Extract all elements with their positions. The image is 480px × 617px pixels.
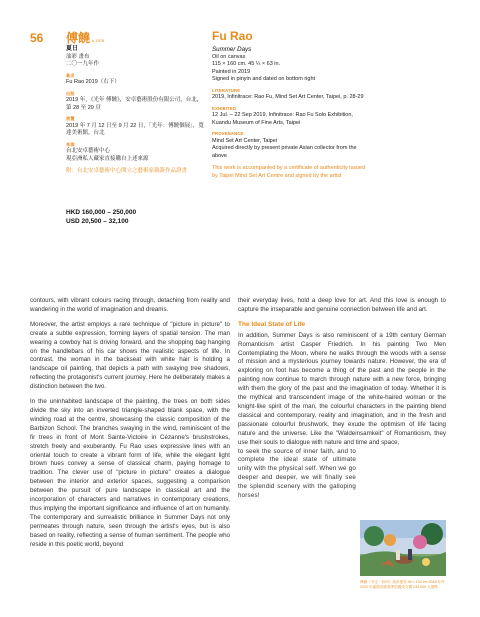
certificate-note-zh: 附：台北安卓藝術中心開立之藝術家親簽作品證書 <box>66 168 188 174</box>
essay-paragraph: their everyday lives, hold a deep love for art. And this love is enough to capture the inseparable and genuine connection between life and art. <box>238 297 446 313</box>
literature-label-en: LITERATURE <box>212 87 241 93</box>
essay-paragraph: contours, with vibrant colours racing through, detaching from reality and wandering in the world of imagination and dreams. <box>30 297 230 313</box>
exhibited-label-zh: 展覽 <box>66 116 75 121</box>
essay-paragraph: In the uninhabited landscape of the painting, the trees on both sides divide the sky into an inverted triangle-shaped blank space, with the winding road at the centre, showcasing the classic composition of the Barbizon School. The branches swaying in the wind, reminiscent of the fir trees in front of Mont Sainte-Victoire in Cézanne's brushstrokes, stretch freely and exuberantly. Fu Rao uses expressive lines with an oriental touch to create a vibrant form of life, while the elegant light brown hues convey a sense of classical charm, paying homage to tradition. The clever use of "picture in picture" creates a dialogue between the interior and exterior spaces, suggesting a comparison between the pursuit of pure landscape in classical art and the incorporation of characters and narratives in contemporary creations, thus implying the important significance and influence of art on humanity. The contemporary and surrealistic brilliance in Summer Days not only permeates through nature, seen through the artist's eyes, but is also based on reality, reflecting a sense of human sentiment. The people who reside in this poetic world, beyond <box>30 398 230 548</box>
title-zh: 夏日 <box>66 46 79 52</box>
essay-subheading: The Ideal State of Life <box>238 320 306 328</box>
painted-en: Painted in 2019 <box>212 68 251 75</box>
provenance-zh-1: 台北安卓藝術中心 <box>66 148 111 154</box>
literature-zh: 2019 年，《光年 傅饒》，安卓藝術股份有限公司，台北，第 28 至 29 頁 <box>66 97 203 111</box>
provenance-label-zh: 來源 <box>66 141 75 147</box>
exhibited-en: 12 Jul. – 22 Sep 2019, Infinitrace: Rao Fu Solo Exhibition, Kuandu Museum of Fine Arts, Taipei <box>212 112 353 126</box>
provenance-en-2: Acquired directly by present private Asian collector from the above <box>212 145 357 159</box>
lot-number: 56 <box>30 31 44 45</box>
dimensions-en: 115 × 160 cm. 45 ¼ × 63 in. <box>212 61 281 67</box>
signed-en: Signed in pinyin and dated on bottom right <box>212 76 316 82</box>
certificate-note-en: This work is accompanied by a certificate of authenticity issued by Taipei Mind Set Art Centre and signed by the artist <box>212 165 366 179</box>
essay-left-column <box>30 297 230 555</box>
essay-paragraph-narrow: to seek the source of inner faith, and to complete the ideal state of ultimate unity with the physical self. When we go deeper and deeper, we will finally see the splendid scenery with the galloping horses! <box>238 447 356 500</box>
provenance-label-en: PROVENANCE <box>212 131 244 136</box>
exhibited-zh: 2019 年 7 月 12 日至 9 月 22 日，「光年：傅饒個展」，寬達美術館，台北 <box>66 122 204 136</box>
estimate-hkd: HKD 160,000 – 250,000 <box>66 209 137 216</box>
literature-en: 2019, Infinitrace: Rao Fu, Mind Set Art Center, Taipei, p. 28-29 <box>212 94 364 100</box>
signature-zh: Fu Rao 2019（右下） <box>66 79 120 85</box>
literature-label-zh: 出版 <box>66 90 75 96</box>
essay-paragraph: In addition, Summer Days is also reminiscent of a 19th century German Romanticism artist Casper Friedrich. In his painting Two Men Contemplating the Moon, where he walks through the woods with a sense of mission and a mysterious journey towards nature. However, the era of exploring on foot has become a thing of the past and the people in the painting now continue to march through nature with a new force, bringing with them the glory of the past and the imagination of today. Whether it is the mythical and transcendent image of the white-haired woman or the knight-like spirit of the man, the colourful characters in the painting blend classical and contemporary, reality and imagination, and in the fresh and passionate colourful brushwork, they exude the optimism of life facing nature and the universe. Like the "Waldeinsamkeit" of Romanticism, they use their souls to dialogue with nature and time and space, <box>238 331 446 446</box>
medium-en: Oil on canvas <box>212 53 246 60</box>
essay-paragraph: Moreover, the artist employs a rare technique of "picture in picture" to create a subtle expression, forming layers of spatial tension. The man wearing a cowboy hat is driving forward, and the shopping bag hanging on the handlebars of his car shows the realistic aspects of life. In contrast, the woman in the backseat with white hair is holding a landscape oil painting, that depicts a path with swaying tree shadows, reflecting the protagonist's current journey. Here he deliberately makes a distinction between the two. <box>30 320 230 391</box>
title-en: Summer Days <box>212 46 252 53</box>
exhibited-label-en: EXHIBITED <box>212 105 237 111</box>
catalog-en <box>212 46 372 180</box>
artist-name-en: Fu Rao <box>212 29 253 43</box>
comparative-painting-image <box>360 520 446 576</box>
provenance-zh-2: 現亞洲私人藏家直接購自上述來源 <box>66 155 149 162</box>
painting-caption: 傅饒《今生・如何》油彩畫布 90 × 130 cm 2018 年作 2022 年嘉德香港春季拍賣成交價 234,000 元港幣 <box>360 580 445 589</box>
essay-right-column <box>238 297 446 507</box>
estimate <box>66 208 136 226</box>
artist-years: b.1978 <box>92 38 105 43</box>
date-zh: 二〇一九年作 <box>66 61 100 67</box>
artist-name-zh <box>66 29 104 46</box>
artist-name-zh-text: 傅饒 <box>66 31 91 45</box>
provenance-en-1: Mind Set Art Center, Taipei <box>212 137 278 144</box>
catalog-zh <box>66 46 206 176</box>
estimate-usd: USD 20,500 – 32,100 <box>66 218 129 225</box>
medium-zh: 油彩 畫布 <box>66 53 90 60</box>
signature-label-zh: 簽名 <box>66 72 75 78</box>
